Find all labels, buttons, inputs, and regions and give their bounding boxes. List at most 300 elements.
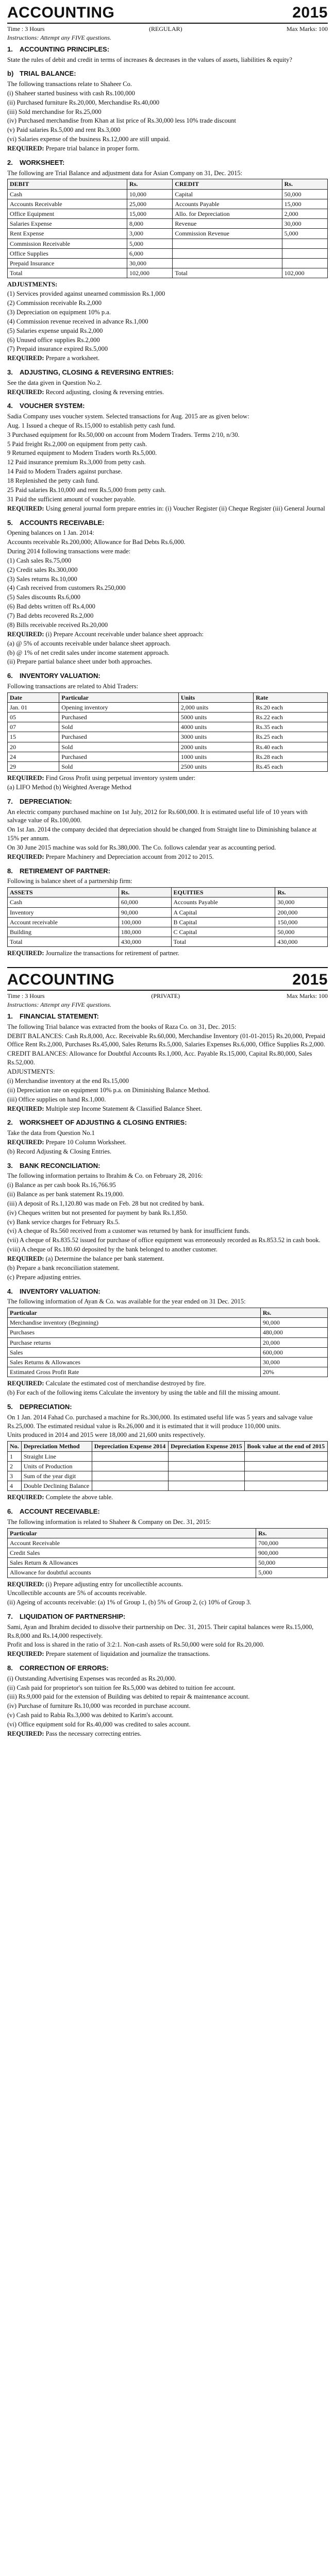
- required-label: REQUIRED:: [7, 1580, 46, 1588]
- question-number: 5.: [7, 1403, 13, 1411]
- paper-meta: [7, 25, 328, 33]
- question-line: (i) Outstanding Advertising Expenses was recorded as Rs.20,000.: [7, 1674, 176, 1682]
- table-cell: Straight Line: [21, 1451, 92, 1461]
- table-header-cell: Depreciation Method: [21, 1442, 92, 1451]
- table-cell: 3,000: [127, 229, 172, 239]
- table-cell: 3: [8, 1471, 22, 1481]
- question-line: The following are Trial Balance and adjustment data for Asian Company on 31, Dec. 2015:: [7, 169, 243, 177]
- table-cell: 6,000: [127, 248, 172, 258]
- table-row: [8, 1471, 328, 1481]
- question-line: (6) Bad debts written off Rs.4,000: [7, 603, 95, 611]
- table-row: [8, 209, 328, 218]
- table-cell: [169, 1451, 245, 1461]
- table-cell: Accounts Receivable: [8, 199, 127, 209]
- table-cell: 4000 units: [178, 722, 253, 732]
- table-cell: Jan. 01: [8, 702, 59, 712]
- table-cell: Purchased: [59, 752, 179, 761]
- question-block: [7, 1507, 328, 1607]
- question-title: FINANCIAL STATEMENT:: [20, 1012, 99, 1021]
- table-cell: 90,000: [260, 1318, 327, 1328]
- question-title: CORRECTION OF ERRORS:: [20, 1664, 109, 1672]
- section-subheading: ADJUSTMENTS:: [7, 281, 58, 289]
- paper-title: ACCOUNTING: [7, 971, 115, 989]
- table-cell: [245, 1481, 328, 1491]
- question-line: (i) Merchandise inventory at the end Rs.15,000: [7, 1077, 129, 1084]
- table-cell: Cash: [8, 189, 127, 199]
- paper-meta: [7, 992, 328, 1000]
- question-number: 7.: [7, 1613, 13, 1621]
- required-text: Find Gross Profit using perpetual inventory system under:: [45, 774, 196, 782]
- table-cell: Sales Return & Allowances: [8, 1558, 256, 1568]
- table-cell: [173, 239, 282, 248]
- table-cell: Credit Sales: [8, 1548, 256, 1557]
- table-cell: [282, 258, 327, 268]
- required-label: REQUIRED:: [7, 853, 46, 860]
- question-heading: [7, 45, 328, 54]
- table-cell: Sold: [59, 742, 179, 752]
- table-cell: 200,000: [275, 907, 328, 917]
- paper-instructions: Instructions: Attempt any FIVE questions.: [7, 34, 112, 41]
- table-header-cell: Units: [178, 692, 253, 702]
- question-line: See the data given in Question No.2.: [7, 379, 102, 386]
- extra-line: (ii) Ageing of accounts receivable: (a) 1% of Group 1, (b) 5% of Group 2, (c) 10% of Group 3.: [7, 1599, 252, 1606]
- table-cell: 20: [8, 742, 59, 752]
- table-row: [8, 897, 328, 907]
- table-cell: 10,000: [127, 189, 172, 199]
- table-row: [8, 1328, 328, 1337]
- table-cell: 30,000: [275, 897, 328, 907]
- question-block: [7, 518, 328, 667]
- required-line: [7, 1379, 328, 1388]
- question-title: BANK RECONCILIATION:: [20, 1161, 100, 1170]
- question-line: (v) Paid salaries Rs.5,000 and rent Rs.3,000: [7, 126, 121, 134]
- table-row: [8, 1347, 328, 1357]
- required-text: Journalize the transactions for retirement of partner.: [45, 950, 179, 957]
- question-number: 8.: [7, 867, 13, 875]
- required-line: [7, 774, 328, 783]
- required-label: REQUIRED:: [7, 1138, 46, 1146]
- table-header-cell: Book value at the end of 2015: [245, 1442, 328, 1451]
- question-line: On 1st Jan. 2014 the company decided that depreciation should be changed from Straight line to Diminishing balance at 15% per annum.: [7, 826, 317, 842]
- question-heading: [7, 1161, 328, 1171]
- question-line: (4) Cash received from customers Rs.250,000: [7, 584, 126, 592]
- question-line: (3) Sales returns Rs.10,000: [7, 575, 77, 583]
- table-row: [8, 752, 328, 761]
- table-cell: Sales Returns & Allowances: [8, 1358, 261, 1367]
- adjustment-line: (6) Unused office supplies Rs.2,000: [7, 336, 100, 344]
- table-cell: Allowance for doubtful accounts: [8, 1568, 256, 1578]
- question-list: [7, 45, 328, 958]
- table-row: [8, 927, 328, 937]
- question-block: [7, 867, 328, 958]
- adjustment-line: (4) Commission revenue received in advance Rs.1,000: [7, 317, 148, 325]
- question-line: (1) Cash sales Rs.75,000: [7, 556, 71, 564]
- table-cell: 180,000: [119, 927, 171, 937]
- table-cell: [245, 1471, 328, 1481]
- question-line: The following information of Ayan & Co. was available for the year ended on 31 Dec. 2015:: [7, 1298, 246, 1306]
- required-line: [7, 388, 328, 397]
- required-line: [7, 1730, 328, 1738]
- required-label: REQUIRED:: [7, 145, 46, 152]
- table-row: [8, 1367, 328, 1377]
- table-cell: Sold: [59, 762, 179, 772]
- question-line: (iii) Rs.9,000 paid for the extension of Building was debited to repair & maintenance account.: [7, 1693, 250, 1701]
- adjustment-line: (5) Salaries expense unpaid Rs.2,000: [7, 327, 103, 334]
- table-cell: B Capital: [171, 917, 275, 927]
- question-list: [7, 1012, 328, 1738]
- required-line: [7, 1105, 328, 1113]
- required-label: REQUIRED:: [7, 1105, 46, 1112]
- table-row: [8, 248, 328, 258]
- table-cell: 50,000: [282, 189, 327, 199]
- table-cell: 5000 units: [178, 713, 253, 722]
- table-cell: 100,000: [119, 917, 171, 927]
- question-line: State the rules of debit and credit in terms of increases & decreases in the values of assets, liabilities & equity?: [7, 56, 292, 63]
- table-row: [8, 219, 328, 229]
- question-line: (i) Balance as per cash book Rs.16,766.95: [7, 1181, 116, 1189]
- question-title: WORKSHEET:: [20, 158, 65, 166]
- table-row: [8, 1337, 328, 1347]
- paper-title-bar: [7, 971, 328, 991]
- table-cell: Purchased: [59, 732, 179, 742]
- required-label: REQUIRED:: [7, 1650, 46, 1658]
- question-line: Sami, Ayan and Ibrahim decided to dissolve their partnership on Dec. 31, 2015. Their capital balances were Rs.15,000, Rs.8,000 and Rs.14,000 respectively.: [7, 1623, 314, 1639]
- question-number: 2.: [7, 1118, 13, 1127]
- question-heading: [7, 1287, 328, 1296]
- table-cell: 20,000: [260, 1337, 327, 1347]
- extra-line: (b) Prepare a bank reconciliation statement.: [7, 1264, 120, 1272]
- table-cell: [169, 1481, 245, 1491]
- table-header-cell: Depreciation Expense 2015: [169, 1442, 245, 1451]
- paper-type: (PRIVATE): [151, 992, 180, 1000]
- question-title: LIQUIDATION OF PARTNERSHIP:: [20, 1613, 126, 1621]
- table-cell: Total: [171, 937, 275, 947]
- required-label: REQUIRED:: [7, 630, 46, 638]
- question-line: (iv) Purchased merchandise from Khan at list price of Rs.30,000 less 10% trade discount: [7, 117, 236, 125]
- question-line: 31 Paid the sufficient amount of voucher payable.: [7, 495, 136, 503]
- question-line: (vi) Salaries expense of the business Rs.12,000 are still unpaid.: [7, 135, 170, 143]
- question-block: [7, 1161, 328, 1282]
- table-row: [8, 1451, 328, 1461]
- question-heading: [7, 1612, 328, 1621]
- table-cell: 2: [8, 1461, 22, 1471]
- table-cell: Purchase returns: [8, 1337, 261, 1347]
- question-block: [7, 671, 328, 792]
- question-line: (ii) Cash paid for proprietor's son tuition fee Rs.5,000 was debited to tuition fee account.: [7, 1684, 236, 1691]
- question-line: The following transactions relate to Shaheer Co.: [7, 80, 132, 88]
- table-cell: 30,000: [127, 258, 172, 268]
- table-header-cell: Rate: [254, 692, 328, 702]
- table-cell: Estimated Gross Profit Rate: [8, 1367, 261, 1377]
- table-cell: Inventory: [8, 907, 119, 917]
- table-cell: Prepaid Insurance: [8, 258, 127, 268]
- table-cell: Rs.35 each: [254, 722, 328, 732]
- question-line: Aug. 1 Issued a cheque of Rs.15,000 to establish petty cash fund.: [7, 421, 175, 429]
- table-cell: [173, 258, 282, 268]
- question-line: 3 Purchased equipment for Rs.50,000 on account from Modern Traders. Terms 2/10, n/30.: [7, 431, 240, 438]
- table-row: [8, 762, 328, 772]
- required-label: REQUIRED:: [7, 1255, 46, 1263]
- table-cell: 50,000: [275, 927, 328, 937]
- paper-year: 2015: [292, 971, 328, 989]
- adjustment-line: (7) Prepaid insurance expired Rs.5,000: [7, 345, 108, 353]
- paper-time: Time : 3 Hours: [7, 992, 45, 1000]
- table-cell: [282, 248, 327, 258]
- table-cell: 2,000: [282, 209, 327, 218]
- question-line: DEBIT BALANCES: Cash Rs.8,000, Acc. Receivable Rs.60,000, Merchandise Inventory (01-01-2015) Rs.20,000, Prepaid Office Rent Rs.2,000, Purchases Rs.45,000, Sales Returns Rs.5,000, Salaries Expenses Rs.6,000, Office Supplies Rs.2,000.: [7, 1032, 325, 1048]
- required-line: [7, 354, 328, 363]
- required-line: [7, 1650, 328, 1658]
- question-number: 4.: [7, 1287, 13, 1295]
- table-cell: 24: [8, 752, 59, 761]
- question-line: (viii) A cheque of Rs.180.60 deposited by the bank belonged to another customer.: [7, 1246, 217, 1253]
- table-cell: 600,000: [260, 1347, 327, 1357]
- required-text: Record adjusting, closing & reversing entries.: [45, 388, 164, 396]
- table-cell: Rs.45 each: [254, 762, 328, 772]
- question-number: 5.: [7, 518, 13, 527]
- question-line: (7) Bad debts recovered Rs.2,000: [7, 612, 94, 620]
- table-cell: Total: [173, 268, 282, 278]
- required-line: [7, 1580, 328, 1589]
- table-row: [8, 1558, 328, 1568]
- question-number: 2.: [7, 158, 13, 166]
- question-number: 8.: [7, 1664, 13, 1672]
- table-row: [8, 907, 328, 917]
- question-line: Units produced in 2014 and 2015 were 18,000 and 21,600 units respectively.: [7, 1431, 205, 1439]
- question-block: [7, 797, 328, 861]
- question-number: 1.: [7, 1012, 13, 1021]
- question-title: DEPRECIATION:: [20, 797, 72, 805]
- table-header-cell: Rs.: [127, 179, 172, 189]
- question-title: VOUCHER SYSTEM:: [20, 402, 85, 410]
- required-text: (a) Determine the balance per bank statement.: [45, 1255, 164, 1263]
- table-cell: 5,000: [127, 239, 172, 248]
- table-row: [8, 937, 328, 947]
- question-title: INVENTORY VALUATION:: [20, 1287, 100, 1295]
- table-row: [8, 239, 328, 248]
- table-cell: [169, 1461, 245, 1471]
- required-label: REQUIRED:: [7, 774, 46, 782]
- required-line: [7, 1493, 328, 1502]
- question-line: Opening balances on 1 Jan. 2014:: [7, 529, 94, 537]
- table-cell: 5,000: [282, 229, 327, 239]
- table-cell: 60,000: [119, 897, 171, 907]
- question-block: [7, 1118, 328, 1156]
- question-line: An electric company purchased machine on 1st July, 2012 for Rs.600,000. It is estimated useful life of 10 years with salvage value of Rs.100,000.: [7, 808, 308, 824]
- required-text: (i) Prepare Account receivable under balance sheet approach:: [45, 630, 204, 638]
- extra-line: (b) Record Adjusting & Closing Entries.: [7, 1147, 112, 1155]
- question-title: DEPRECIATION:: [20, 1403, 72, 1411]
- table-cell: Rs.22 each: [254, 713, 328, 722]
- table-row: [8, 702, 328, 712]
- question-line: (iii) A deposit of Rs.1,120.80 was made on Feb. 28 but not credited by bank.: [7, 1199, 205, 1207]
- table-cell: 102,000: [282, 268, 327, 278]
- question-heading: [7, 69, 328, 78]
- question-block: [7, 1402, 328, 1502]
- table-cell: Commission Revenue: [173, 229, 282, 239]
- question-table: [7, 692, 328, 772]
- question-number: 3.: [7, 1161, 13, 1170]
- table-cell: 2500 units: [178, 762, 253, 772]
- required-text: Prepare 10 Column Worksheet.: [45, 1138, 127, 1146]
- question-heading: [7, 1402, 328, 1412]
- question-line: 5 Paid freight Rs.2,000 on equipment from petty cash.: [7, 440, 147, 448]
- paper-regular: [7, 4, 328, 958]
- table-cell: 150,000: [275, 917, 328, 927]
- question-line: The following information pertains to Ibrahim & Co. on February 28, 2016:: [7, 1172, 203, 1180]
- table-cell: Double Declining Balance: [21, 1481, 92, 1491]
- table-cell: Units of Production: [21, 1461, 92, 1471]
- required-line: [7, 144, 328, 153]
- question-line: (iv) Cheques written but not presented for payment by bank Rs.1,850.: [7, 1209, 188, 1216]
- table-row: [8, 189, 328, 199]
- table-cell: 25,000: [127, 199, 172, 209]
- table-cell: 05: [8, 713, 59, 722]
- table-cell: [245, 1461, 328, 1471]
- table-cell: [245, 1451, 328, 1461]
- table-cell: 700,000: [256, 1538, 328, 1548]
- table-cell: 430,000: [119, 937, 171, 947]
- question-title: WORKSHEET OF ADJUSTING & CLOSING ENTRIES:: [20, 1118, 187, 1127]
- required-text: Prepare statement of liquidation and journalize the transactions.: [45, 1650, 210, 1658]
- table-cell: A Capital: [171, 907, 275, 917]
- extra-line: (ii) Prepare partial balance sheet under both approaches.: [7, 658, 153, 666]
- table-row: [8, 713, 328, 722]
- table-cell: 50,000: [256, 1558, 328, 1568]
- question-line: On 30 June 2015 machine was sold for Rs.380,000. The Co. follows calendar year as accounting period.: [7, 844, 276, 851]
- required-line: [7, 853, 328, 861]
- table-cell: [169, 1471, 245, 1481]
- question-line: (vi) A cheque of Rs.560 received from a customer was returned by bank for insufficient funds.: [7, 1227, 250, 1235]
- table-header-cell: Particular: [59, 692, 179, 702]
- question-title: ACCOUNT RECEIVABLE:: [20, 1507, 100, 1516]
- adjustment-line: (2) Commission receivable Rs.2,000: [7, 299, 102, 307]
- table-cell: Account Receivable: [8, 1538, 256, 1548]
- required-label: REQUIRED:: [7, 354, 46, 362]
- question-number: 7.: [7, 797, 13, 805]
- question-line: (ii) Depreciation rate on equipment 10% p.a. on Diminishing Balance Method.: [7, 1086, 210, 1094]
- table-row: [8, 1318, 328, 1328]
- required-line: [7, 1255, 328, 1263]
- question-line: 9 Returned equipment to Modern Traders worth Rs.5,000.: [7, 449, 157, 457]
- question-line: (5) Sales discounts Rs.6,000: [7, 594, 81, 601]
- question-line: Profit and loss is shared in the ratio of 3:2:1. Non-cash assets of Rs.50,000 were sold for Rs.20,000.: [7, 1641, 264, 1649]
- question-line: (iv) Purchase of furniture Rs.10,000 was recorded in purchase account.: [7, 1702, 191, 1710]
- table-cell: Office Supplies: [8, 248, 127, 258]
- paper-title: ACCOUNTING: [7, 4, 115, 21]
- table-row: [8, 1481, 328, 1491]
- question-block: [7, 1612, 328, 1658]
- extra-line: Uncollectible accounts are 5% of accounts receivable.: [7, 1589, 147, 1597]
- adjustment-line: (3) Depreciation on equipment 10% p.a.: [7, 308, 111, 316]
- question-title: ACCOUNTING PRINCIPLES:: [20, 45, 110, 53]
- table-header-cell: Date: [8, 692, 59, 702]
- table-header-cell: Rs.: [260, 1308, 327, 1318]
- question-line: Following is balance sheet of a partnership firm:: [7, 877, 132, 885]
- question-heading: [7, 518, 328, 528]
- table-cell: 5,000: [256, 1568, 328, 1578]
- required-text: Prepare trial balance in proper form.: [45, 145, 140, 152]
- question-block: [7, 45, 328, 64]
- question-title: RETIREMENT OF PARTNER:: [20, 867, 110, 875]
- table-cell: 430,000: [275, 937, 328, 947]
- required-line: [7, 504, 328, 513]
- table-header-cell: DEBIT: [8, 179, 127, 189]
- table-header-cell: ASSETS: [8, 888, 119, 897]
- adjustment-line: (1) Services provided against unearned commission Rs.1,000: [7, 290, 165, 298]
- question-line: (v) Cash paid to Rabia Rs.3,000 was debited to Karim's account.: [7, 1711, 174, 1719]
- question-heading: [7, 1012, 328, 1021]
- question-heading: [7, 867, 328, 876]
- table-cell: Total: [8, 268, 127, 278]
- table-cell: 20%: [260, 1367, 327, 1377]
- table-cell: 30,000: [282, 219, 327, 229]
- paper-year: 2015: [292, 4, 328, 21]
- table-cell: Commission Receivable: [8, 239, 127, 248]
- table-cell: 1000 units: [178, 752, 253, 761]
- question-line: (iii) Sold merchandise for Rs.25,000: [7, 108, 102, 115]
- table-row: [8, 268, 328, 278]
- question-table: [7, 179, 328, 278]
- question-block: [7, 69, 328, 153]
- question-number: 1.: [7, 45, 13, 53]
- question-line: ADJUSTMENTS:: [7, 1068, 55, 1076]
- table-header-cell: Rs.: [119, 888, 171, 897]
- question-number: 6.: [7, 1507, 13, 1516]
- required-text: Prepare Machinery and Depreciation account from 2012 to 2015.: [45, 853, 214, 860]
- table-cell: 15,000: [127, 209, 172, 218]
- table-cell: Accounts Payable: [173, 199, 282, 209]
- question-number: 4.: [7, 402, 13, 410]
- table-cell: Rs.25 each: [254, 732, 328, 742]
- table-cell: 15,000: [282, 199, 327, 209]
- question-line: 12 Paid insurance premium Rs.3,000 from petty cash.: [7, 459, 146, 466]
- table-cell: Account receivable: [8, 917, 119, 927]
- required-label: REQUIRED:: [7, 1494, 46, 1501]
- table-header-cell: CREDIT: [173, 179, 282, 189]
- table-cell: Sales: [8, 1347, 261, 1357]
- table-cell: 90,000: [119, 907, 171, 917]
- question-line: (ii) Balance as per bank statement Rs.19,000.: [7, 1190, 124, 1198]
- question-line: Take the data from Question No.1: [7, 1129, 95, 1137]
- table-cell: Purchases: [8, 1328, 261, 1337]
- table-cell: 900,000: [256, 1548, 328, 1557]
- table-row: [8, 1538, 328, 1548]
- question-line: (i) Shaheer started business with cash Rs.100,000: [7, 89, 135, 97]
- question-table: [7, 1441, 328, 1491]
- table-cell: [282, 239, 327, 248]
- table-cell: 3000 units: [178, 732, 253, 742]
- table-cell: Rent Expense: [8, 229, 127, 239]
- question-table: [7, 1528, 328, 1578]
- table-row: [8, 722, 328, 732]
- question-title: ADJUSTING, CLOSING & REVERSING ENTRIES:: [20, 368, 174, 377]
- extra-line: (b) For each of the following items Calculate the inventory by using the table and fill the missing amount.: [7, 1389, 280, 1397]
- table-cell: Total: [8, 937, 119, 947]
- question-block: [7, 368, 328, 396]
- question-heading: [7, 671, 328, 681]
- table-cell: [92, 1481, 168, 1491]
- question-line: (v) Bank service charges for February Rs.5.: [7, 1218, 120, 1226]
- table-cell: Rs.20 each: [254, 702, 328, 712]
- table-header-cell: Particular: [8, 1528, 256, 1538]
- paper-instructions: Instructions: Attempt any FIVE questions.: [7, 1001, 112, 1009]
- extra-line: (a) @ 5% of accounts receivable under balance sheet approach.: [7, 639, 171, 647]
- table-row: [8, 1548, 328, 1557]
- required-label: REQUIRED:: [7, 950, 46, 957]
- table-cell: Sold: [59, 722, 179, 732]
- table-cell: Capital: [173, 189, 282, 199]
